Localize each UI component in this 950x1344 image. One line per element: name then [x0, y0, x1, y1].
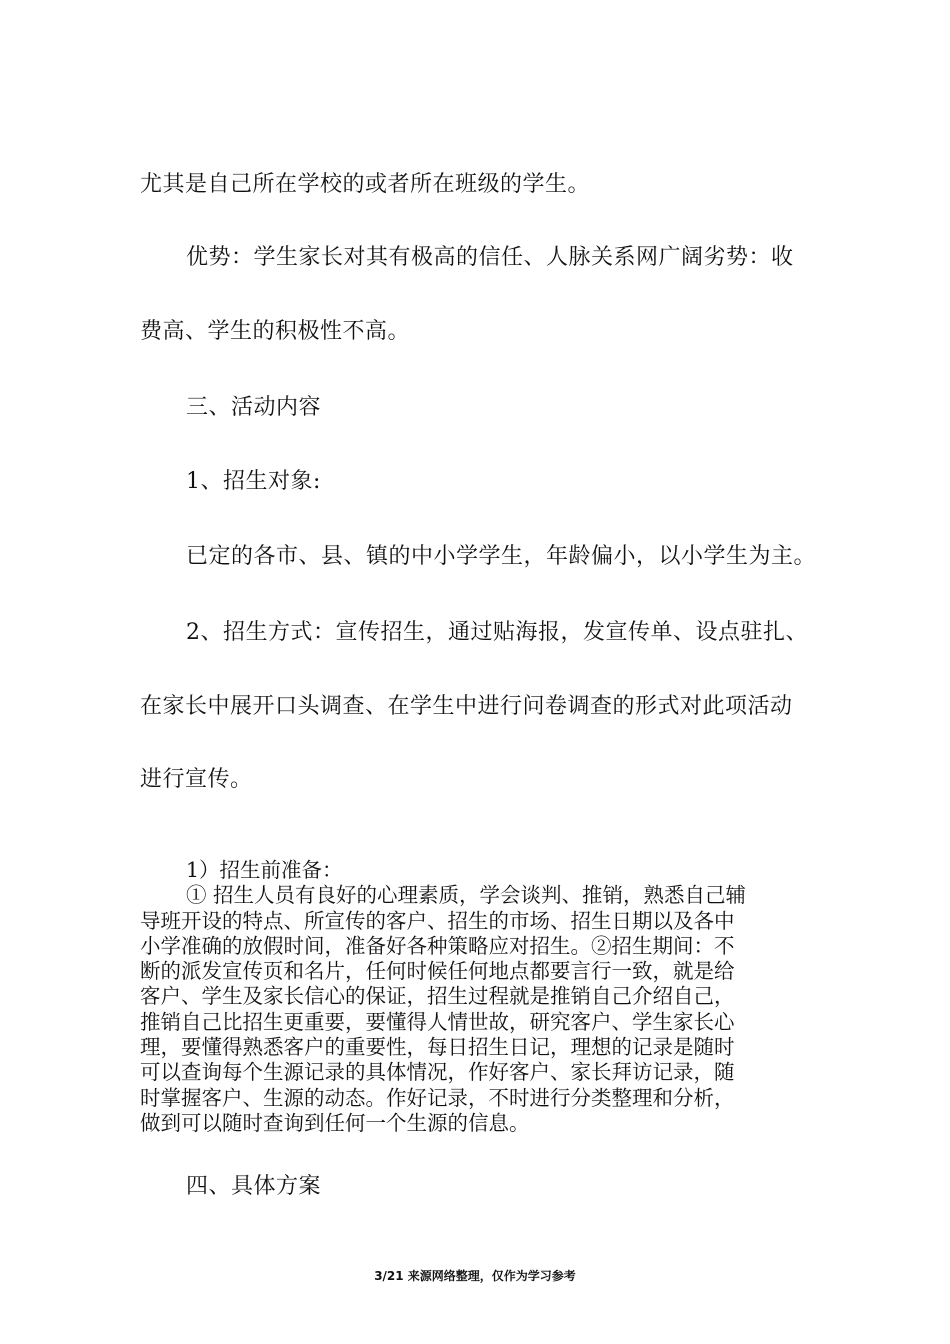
- section-heading: 三、活动内容: [186, 395, 322, 420]
- block-line: 小学准确的放假时间，准备好各种策略应对招生。②招生期间：不: [140, 933, 735, 958]
- block-line: 做到可以随时查询到任何一个生源的信息。: [140, 1110, 530, 1135]
- paragraph-line: 在家长中展开口头调查、在学生中进行问卷调查的形式对此项活动: [140, 694, 793, 719]
- paragraph-line: 尤其是自己所在学校的或者所在班级的学生。: [140, 172, 591, 197]
- block-line: 导班开设的特点、所宣传的客户、招生的市场、招生日期以及各中: [140, 908, 735, 933]
- paragraph-line: 费高、学生的积极性不高。: [140, 319, 411, 344]
- block-line: 断的派发宣传页和名片，任何时候任何地点都要言行一致，就是给: [140, 959, 735, 984]
- block-line: 理，要懂得熟悉客户的重要性，每日招生日记，理想的记录是随时: [140, 1035, 735, 1060]
- paragraph-line: 优势：学生家长对其有极高的信任、人脉关系网广阔劣势：收: [186, 245, 794, 270]
- block-line: 可以查询每个生源记录的具体情况，作好客户、家长拜访记录，随: [140, 1060, 735, 1085]
- section-heading: 四、具体方案: [186, 1174, 322, 1199]
- block-line: 客户、学生及家长信心的保证，招生过程就是推销自己介绍自己，: [140, 984, 735, 1009]
- paragraph-line: 已定的各市、县、镇的中小学学生，年龄偏小，以小学生为主。: [186, 544, 817, 569]
- block-line: 时掌握客户、生源的动态。作好记录，不时进行分类整理和分析，: [140, 1085, 735, 1110]
- page-footer: 3/21 来源网络整理，仅作为学习参考: [374, 1269, 576, 1283]
- block-line: 推销自己比招生更重要，要懂得人情世故，研究客户、学生家长心: [140, 1009, 735, 1034]
- subsection-heading: 2、招生方式：宣传招生，通过贴海报，发宣传单、设点驻扎、: [186, 620, 808, 645]
- subsection-heading: 1、招生对象:: [186, 469, 321, 494]
- preparation-block: [140, 858, 790, 1136]
- block-line: ① 招生人员有良好的心理素质，学会谈判、推销，熟悉自己辅: [186, 883, 747, 908]
- block-heading: 1）招生前准备：: [186, 858, 343, 882]
- paragraph-line: 进行宣传。: [140, 767, 253, 792]
